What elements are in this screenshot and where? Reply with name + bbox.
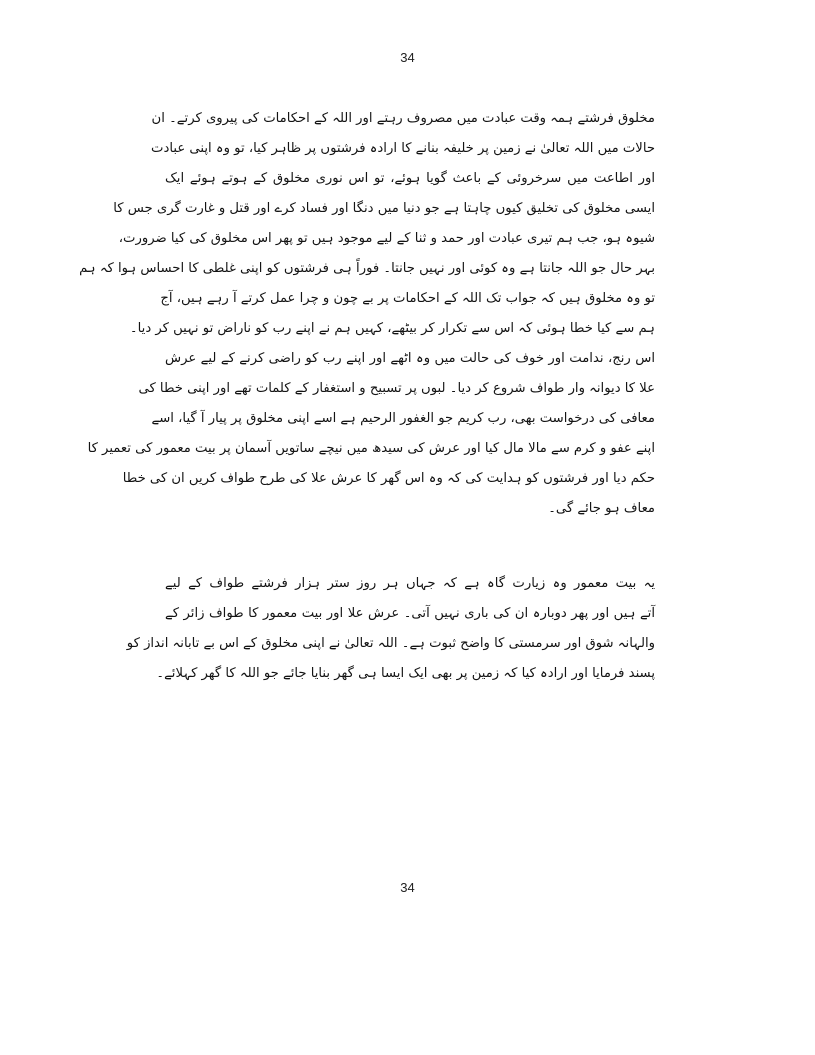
- text-line: حکم دیا اور فرشتوں کو ہدایت کی کہ وہ اس گھر کا عرش علا کی طرح طواف کریں ان کی خطا: [122, 471, 655, 486]
- paragraph-1: [79, 104, 655, 524]
- text-line: آتے ہیں اور پھر دوبارہ ان کی باری نہیں آتی۔ عرش علا اور بیت معمور کا طواف زائر کے: [165, 606, 655, 621]
- text-line: شیوہ ہو، جب ہم تیری عبادت اور حمد و ثنا کے لیے موجود ہیں تو پھر اس مخلوق کی کیا ضرورت،: [118, 231, 655, 246]
- text-line: معافی کی درخواست بھی، رب کریم جو الغفور الرحیم ہے اسے اپنی مخلوق پر پیار آ گیا، اسے: [151, 411, 655, 426]
- text-line: معاف ہو جائے گی۔: [548, 501, 655, 516]
- text-line: مخلوق فرشتے ہمہ وقت عبادت میں مصروف رہتے اور اللہ کے احکامات کی پیروی کرتے۔ ان: [151, 111, 655, 126]
- page-number-bottom: 34: [400, 880, 415, 895]
- text-line: یہ بیت معمور وہ زیارت گاہ ہے کہ جہاں ہر روز ستر ہزار فرشتے طواف کے لیے: [165, 576, 655, 591]
- text-line: ایسی مخلوق کی تخلیق کیوں چاہتا ہے جو دنیا میں دنگا اور فساد کرے اور قتل و غارت گری جس کا: [113, 201, 655, 216]
- paragraph-2: [126, 569, 655, 689]
- text-line: تو وہ مخلوق ہیں کہ جواب تک اللہ کے احکامات پر بے چون و چرا عمل کرتے آ رہے ہیں، آج: [160, 291, 655, 306]
- text-line: علا کا دیوانہ وار طواف شروع کر دیا۔ لبوں پر تسبیح و استغفار کے کلمات تھے اور اپنی خطا کی: [138, 381, 655, 396]
- text-line: حالات میں اللہ تعالیٰ نے زمین پر خلیفہ بنانے کا ارادہ فرشتوں پر ظاہر کیا، تو وہ اپنی عبادت: [151, 141, 655, 156]
- text-line: اور اطاعت میں سرخروئی کے باعث گویا ہوئے، تو اس نوری مخلوق کے ہوتے ہوئے ایک: [165, 171, 655, 186]
- text-line: والہانہ شوق اور سرمستی کا واضح ثبوت ہے۔ اللہ تعالیٰ نے اپنی مخلوق کے اس بے تابانہ انداز کو: [126, 636, 655, 651]
- text-line: اس رنج، ندامت اور خوف کی حالت میں وہ اٹھے اور اپنے رب کو راضی کرنے کے لیے عرش: [165, 351, 655, 366]
- page-number-top: 34: [400, 50, 415, 65]
- text-line: پسند فرمایا اور ارادہ کیا کہ زمین پر بھی ایک ایسا ہی گھر بنایا جائے جو اللہ کا گھر کہلائے۔: [156, 666, 655, 681]
- text-line: اپنے عفو و کرم سے مالا مال کیا اور عرش کی سیدھ میں نیچے ساتویں آسمان پر بیت معمور کی تعمیر کا: [87, 441, 655, 456]
- text-line: ہم سے کیا خطا ہوئی کہ اس سے تکرار کر بیٹھے، کہیں ہم نے اپنے رب کو ناراض تو نہیں کر دیا۔: [129, 321, 655, 336]
- text-line: بہر حال جو اللہ جانتا ہے وہ کوئی اور نہیں جانتا۔ فوراً ہی فرشتوں کو اپنی غلطی کا احساس ہوا کہ ہم: [79, 261, 655, 276]
